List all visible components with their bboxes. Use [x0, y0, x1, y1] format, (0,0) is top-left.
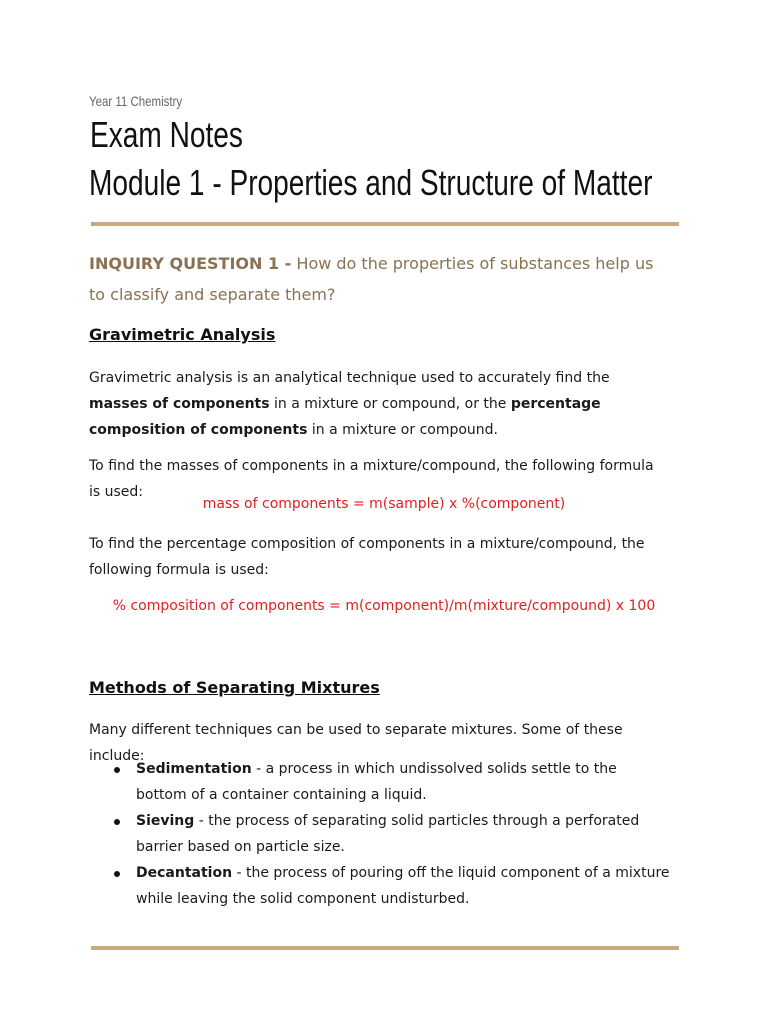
method-description: - a process in which undissolved solids settle to the bottom of a container containing a liquid. [136, 761, 617, 803]
intro-text-3: in a mixture or compound. [307, 422, 499, 438]
masses-paragraph: To find the masses of components in a mixture/compound, the following formula is used: [89, 458, 654, 500]
method-term: Decantation [136, 865, 233, 881]
top-divider [91, 222, 679, 226]
page-title: Exam Notes [90, 114, 243, 155]
method-description: - the process of separating solid particles through a perforated barrier based on particle size. [136, 813, 640, 855]
inquiry-label: INQUIRY QUESTION 1 - [89, 254, 292, 273]
subject-label: Year 11 Chemistry [89, 93, 183, 109]
separating-intro-paragraph: Many different techniques can be used to separate mixtures. Some of these include: [89, 722, 623, 764]
separation-methods-list [89, 756, 679, 912]
intro-text-2: in a mixture or compound, or the [269, 396, 511, 412]
percent-formula: % composition of components = m(component)/m(mixture/compound) x 100 [112, 598, 656, 614]
intro-text-1: Gravimetric analysis is an analytical technique used to accurately find the [89, 370, 610, 386]
list-item [89, 860, 671, 912]
intro-bold-masses: masses of components [89, 396, 270, 412]
gravimetric-intro-paragraph [89, 365, 669, 443]
bullet-icon [114, 871, 120, 877]
percent-paragraph: To find the percentage composition of components in a mixture/compound, the following formula is used: [89, 536, 645, 578]
inquiry-text: How do the properties of substances help us to classify and separate them? [89, 254, 654, 304]
bottom-divider [91, 946, 679, 950]
section-heading-gravimetric: Gravimetric Analysis [89, 325, 276, 344]
intro-bold-percentage: percentage composition of components [89, 396, 601, 438]
list-item [89, 808, 671, 860]
masses-formula: mass of components = m(sample) x %(component) [202, 496, 566, 512]
bullet-icon [114, 819, 120, 825]
method-description: - the process of pouring off the liquid component of a mixture while leaving the solid component undisturbed. [136, 865, 670, 907]
inquiry-question [89, 248, 669, 310]
list-item [89, 756, 671, 808]
method-term: Sedimentation [136, 761, 252, 777]
method-term: Sieving [136, 813, 195, 829]
module-title: Module 1 - Properties and Structure of Matter [89, 162, 653, 203]
section-heading-separating: Methods of Separating Mixtures [89, 678, 380, 697]
bullet-icon [114, 767, 120, 773]
